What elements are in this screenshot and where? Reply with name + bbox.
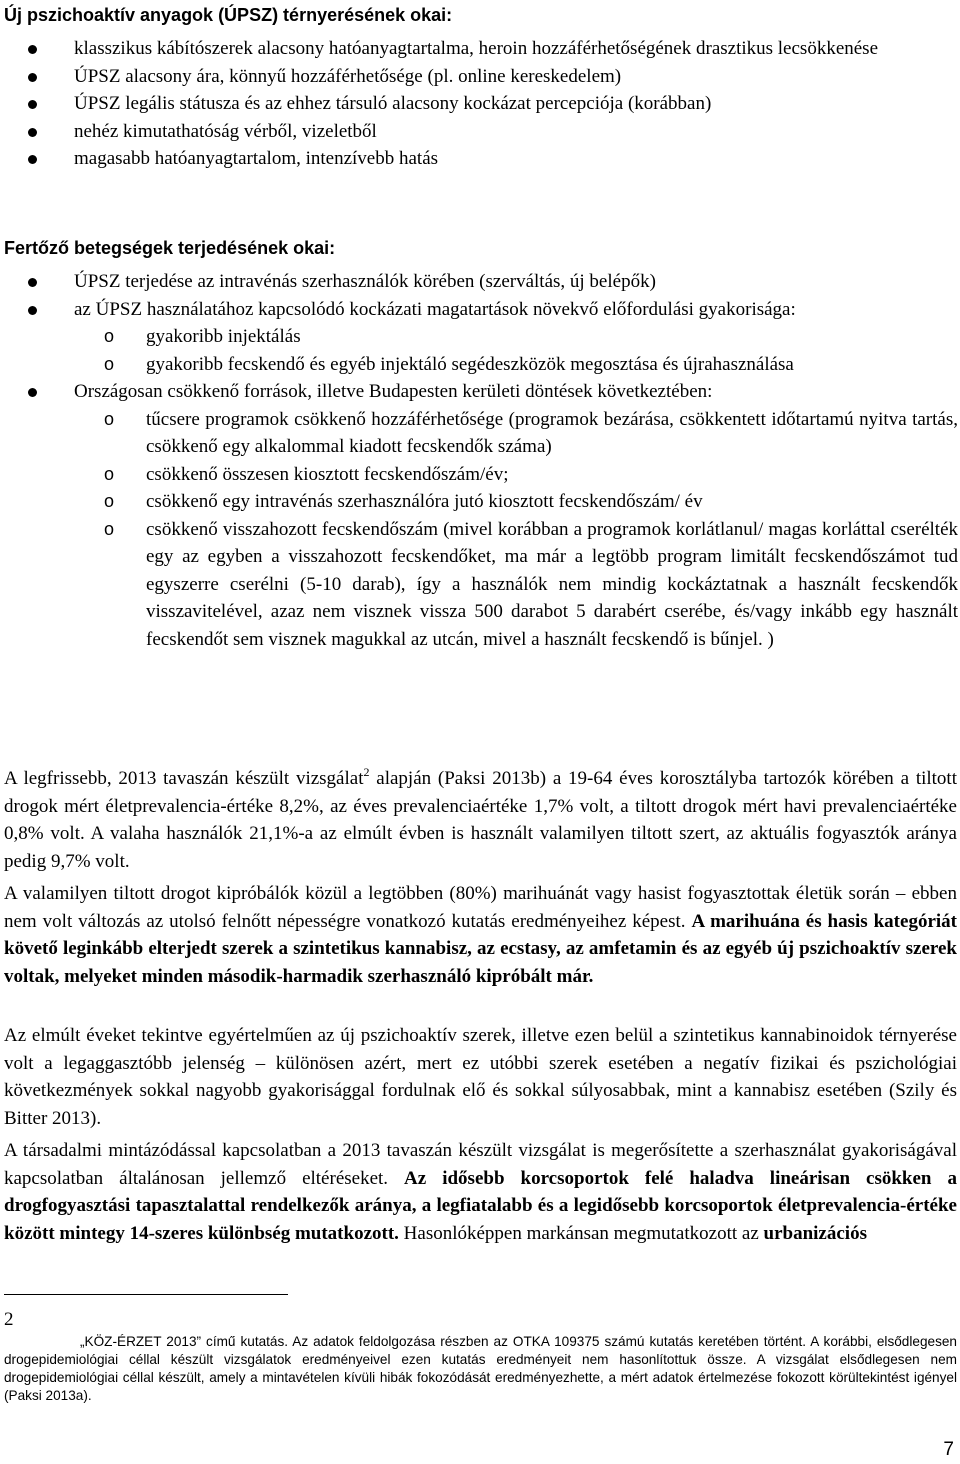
list-item: magasabb hatóanyagtartalom, intenzívebb hatás — [0, 145, 958, 173]
sub-list — [0, 406, 958, 654]
bullet-icon — [28, 155, 37, 164]
circle-bullet-icon: o — [104, 326, 115, 346]
circle-bullet-icon: o — [104, 463, 115, 484]
bullet-icon — [28, 128, 37, 137]
list-item: ÚPSZ terjedése az intravénás szerhasználók körében (szerváltás, új belépők) — [0, 268, 958, 296]
sub-list-item: o tűcsere programok csökkenő hozzáférhetősége (programok bezárása, csökkentett időtartamú nyitva tartás, csökkenő egy alkalommal kiadott fecskendők száma) — [0, 406, 958, 461]
list-item: klasszikus kábítószerek alacsony hatóanyagtartalma, heroin hozzáférhetőségének drasztikus lecsökkenése — [0, 35, 958, 63]
sub-list-item: o csökkenő visszahozott fecskendőszám (mivel korábban a programok korlátlanul/ magas korláttal cserélték egy az egyben a visszahozott fecskendőket, ma már a legtöbb program limitált fecskendőszámot tud egyszerre cserélni (5-10 darab), így a használók nem mindig kockáztatnak a használt fecskendők visszavitelével, azaz nem visznek vissza 500 darabot 5 darabért cserébe, és/vagy inkább egy használt fecskendőt sem visznek magukkal az utcán, mivel a használt fecskendő is bűnjel. ) — [0, 516, 958, 654]
section-heading-upsz: Új pszichoaktív anyagok (ÚPSZ) térnyerésének okai: — [4, 5, 453, 25]
upsz-reasons-list — [0, 35, 958, 173]
list-item: nehéz kimutathatóság vérből, vizeletből — [0, 118, 958, 146]
footnote-number: 2 — [4, 1309, 14, 1330]
sub-list-item: o gyakoribb fecskendő és egyéb injektáló segédeszközök megosztása és újrahasználása — [0, 351, 958, 379]
footnote-ref: 2 — [363, 765, 370, 779]
paragraph-prevalence: A legfrissebb, 2013 tavaszán készült vizsgálat$^2$ alapján (Paksi 2013b) a 19-64 éves korosztályba tartozók körében a tiltott drogok mért életprevalencia-értéke 8,2%, az éves prevalenciaértéke 1,7% volt, a tiltott drogok mért havi prevalenciaértéke 0,8% volt. A valaha használók 21,1%-a az elmúlt évben is használt valamilyen tiltott szert, az aktuális fogyasztók aránya pedig 9,7% volt. — [4, 765, 957, 872]
sub-list-container — [0, 323, 958, 378]
circle-bullet-icon: o — [104, 408, 115, 429]
bullet-icon — [28, 73, 37, 82]
bullet-icon — [28, 45, 37, 54]
list-item: ÚPSZ legális státusza és az ehhez társuló alacsony kockázat percepciója (korábban) — [0, 90, 958, 118]
section-heading-infections: Fertőző betegségek terjedésének okai: — [4, 238, 336, 258]
bullet-icon — [28, 278, 37, 287]
list-item: ÚPSZ alacsony ára, könnyű hozzáférhetősége (pl. online kereskedelem) — [0, 63, 958, 91]
sub-list-container — [0, 406, 958, 654]
circle-bullet-icon: o — [104, 491, 115, 511]
list-item: Országosan csökkenő források, illetve Budapesten kerületi döntések következtében: — [0, 378, 958, 406]
list-item: az ÚPSZ használatához kapcsolódó kockázati magatartások növekvő előfordulási gyakorisága: — [0, 296, 958, 324]
sub-list-item: o csökkenő egy intravénás szerhasználóra jutó kiosztott fecskendőszám/ év — [0, 488, 958, 516]
bullet-icon — [28, 100, 37, 109]
paragraph-social-patterns: A társadalmi mintázódással kapcsolatban a 2013 tavaszán készült vizsgálat is megerősítette a szerhasználat gyakoriságával kapcsolatban általánosan jellemző eltéréseket. Az idősebb korcsoportok felé haladva lineárisan csökken a drogfogyasztási tapasztalattal rendelkezők aránya, a legfiatalabb és a legidősebb korcsoportok életprevalencia-értéke között mintegy 14-szeres különbség mutatkozott. Hasonlóképpen markánsan megmutatkozott az urbanizációs — [4, 1140, 957, 1244]
footnote-text: „KÖZ-ÉRZET 2013” című kutatás. Az adatok feldolgozása részben az OTKA 109375 számú kutatás keretében történt. A korábbi, elsődlegesen drogepidemiológiai céllal készült vizsgálatok eredményeivel ezen kutatás eredményeit nem hasonlítottuk össze. A vizsgálat elsődlegesen nem drogepidemiológiai céllal készült, amely a mintavételen kívüli hibák fokozódását eredményezhette, a mért adatok értelmezése fokozott körültekintést igényel (Paksi 2013a). — [4, 1334, 957, 1403]
sub-list — [0, 323, 958, 378]
sub-list-item: o gyakoribb injektálás — [0, 323, 958, 351]
footnote-separator — [4, 1294, 288, 1295]
circle-bullet-icon: o — [104, 518, 115, 539]
circle-bullet-icon: o — [104, 353, 115, 374]
page-number: 7 — [943, 1439, 954, 1460]
infection-reasons-list — [0, 268, 958, 653]
paragraph-marijuana: A valamilyen tiltott drogot kipróbálók közül a legtöbben (80%) marihuánát vagy hasist fogyasztottak életük során – ebben nem volt változás az utolsó felnőtt népességre vonatkozó kutatás eredményeihez képest. A marihuána és hasis kategóriát követő leginkább elterjedt szerek a szintetikus kannabisz, az ecstasy, az amfetamin és az egyéb új pszichoaktív szerek voltak, melyeket minden második-harmadik szerhasználó kipróbált már. — [4, 883, 957, 987]
paragraph-synthetic-cannabinoids: Az elmúlt éveket tekintve egyértelműen az új pszichoaktív szerek, illetve ezen belül a szintetikus kannabinoidok térnyerése volt a legaggasztóbb jelenség – különösen azért, mert ez utóbbi szerek esetében a negatív fizikai és pszichológiai következmények sokkal nagyobb gyakorisággal fordulnak elő és sokkal súlyosabbak, mint a kannabisz esetében (Szily és Bitter 2013). — [4, 1025, 957, 1129]
bullet-icon — [28, 306, 37, 315]
sub-list-item: o csökkenő összesen kiosztott fecskendőszám/év; — [0, 461, 958, 489]
bullet-icon — [28, 388, 37, 397]
